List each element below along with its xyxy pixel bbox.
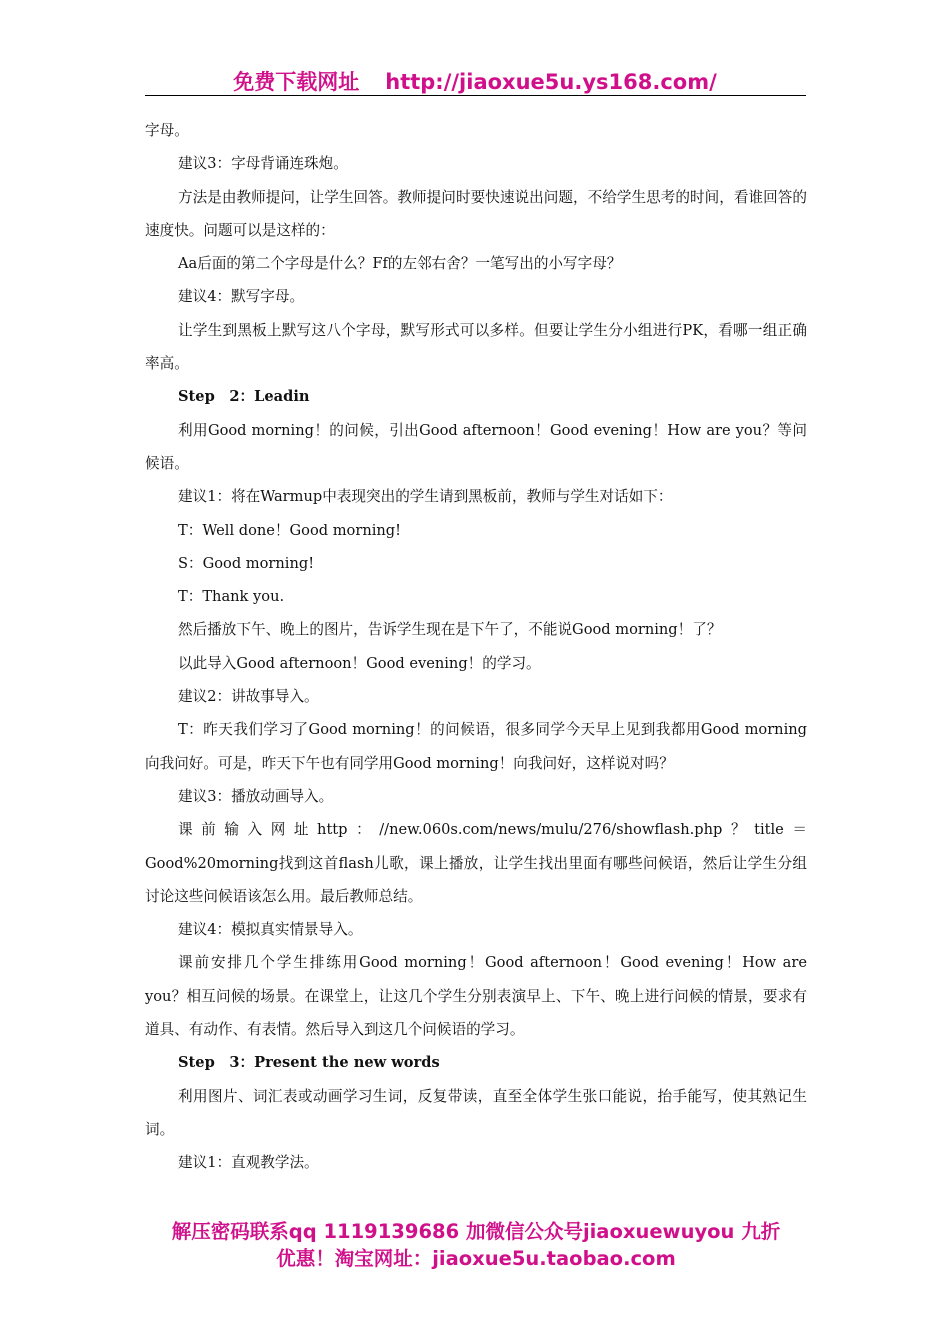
paragraph: Aa后面的第二个字母是什么？Ff的左邻右舍？一笔写出的小写字母？ — [178, 255, 622, 273]
paragraph: 课前输入网址http：//new.060s.com/news/mulu/276/showflash.php？title＝Good%20morning找到这首flash儿歌，课上播放，让学生找出里面有哪些问候语，然后让学生分组讨论这些问候语该怎么用。最后教师总结。 — [145, 821, 807, 905]
paragraph: 建议4：模拟真实情景导入。 — [178, 921, 363, 939]
paragraph: 建议1：将在Warmup中表现突出的学生请到黑板前，教师与学生对话如下： — [178, 488, 673, 506]
footer-line-2[interactable]: 优惠！淘宝网址：jiaoxue5u.taobao.com — [276, 1247, 676, 1270]
header-banner — [145, 66, 805, 96]
paragraph: 以此导入Good afternoon！Good evening！的学习。 — [178, 654, 541, 672]
step-heading: Step 2：Leadin — [178, 388, 310, 406]
paragraph: 然后播放下午、晚上的图片，告诉学生现在是下午了，不能说Good morning！了？ — [178, 621, 722, 639]
dialogue-line: S：Good morning! — [178, 554, 315, 572]
dialogue-line: T：Thank you. — [178, 588, 285, 606]
header-label: 免费下载网址 — [233, 70, 360, 94]
dialogue-line: T：Well done！Good morning! — [178, 521, 401, 539]
paragraph: 建议1：直观教学法。 — [178, 1154, 319, 1172]
paragraph: 利用Good morning！的问候，引出Good afternoon！Good evening！How are you？等问候语。 — [145, 421, 807, 472]
paragraph: 方法是由教师提问，让学生回答。教师提问时要快速说出问题，不给学生思考的时间，看谁回答的速度快。问题可以是这样的： — [145, 188, 807, 239]
paragraph: 课前安排几个学生排练用Good morning！Good afternoon！Good evening！How are you？相互问候的场景。在课堂上，让这几个学生分别表演早上、下午、晚上进行问候的情景，要求有道具、有动作、有表情。然后导入到这几个问候语的学习。 — [145, 954, 807, 1039]
document-body — [145, 114, 807, 1180]
paragraph: 建议3：播放动画导入。 — [178, 787, 334, 805]
paragraph: 让学生到黑板上默写这八个字母，默写形式可以多样。但要让学生分小组进行PK，看哪一组正确率高。 — [145, 321, 807, 373]
paragraph: T：昨天我们学习了Good morning！的问候语，很多同学今天早上见到我都用Good morning向我问好。可是，昨天下午也有同学用Good morning！向我问好，这样说对吗？ — [145, 721, 807, 772]
header-rule — [145, 95, 806, 96]
paragraph: 建议4：默写字母。 — [178, 288, 305, 306]
paragraph: 利用图片、词汇表或动画学习生词，反复带读，直至全体学生张口能说，抬手能写，使其熟记生词。 — [145, 1087, 807, 1138]
header-url-link[interactable]: http://jiaoxue5u.ys168.com/ — [385, 70, 717, 94]
footer-line-1: 解压密码联系qq 1119139686 加微信公众号jiaoxuewuyou 九折 — [171, 1220, 781, 1243]
paragraph: 建议2：讲故事导入。 — [178, 688, 319, 706]
footer-promo — [145, 1218, 807, 1272]
step-heading: Step 3：Present the new words — [178, 1054, 440, 1072]
paragraph: 建议3：字母背诵连珠炮。 — [178, 155, 348, 173]
paragraph: 字母。 — [145, 122, 189, 139]
